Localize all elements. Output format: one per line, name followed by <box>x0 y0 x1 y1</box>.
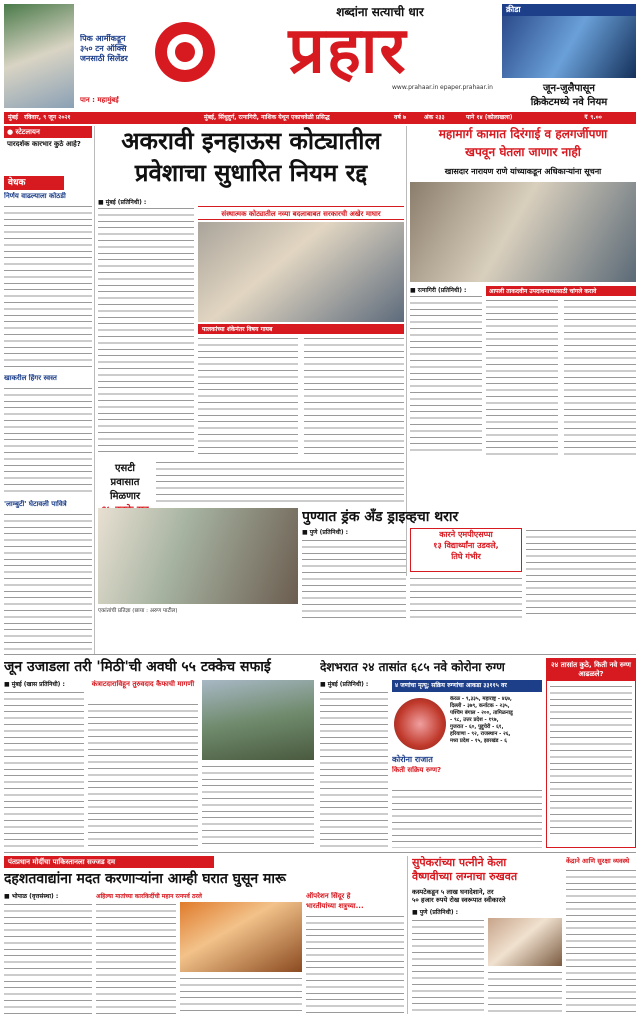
ad-photo <box>4 4 74 108</box>
vaidya-body <box>4 204 92 368</box>
pune-body-3 <box>526 528 636 618</box>
bottom-center-title: अहिल्या मातांच्या कारकिर्दीची महान रत्नपर्व ठरले <box>96 893 202 900</box>
corona-dateline: ■ मुंबई (प्रतिनिधी) : <box>320 681 369 688</box>
bottom-strip: पंतप्रधान मोदींचा पाकिस्तानला सज्जड दम <box>4 856 214 868</box>
main-body-col-1 <box>98 206 194 456</box>
right-headline-2: खपवून घेतला जाणार नाही <box>465 145 581 159</box>
corona-states-list <box>450 696 542 745</box>
main-headline-2: प्रवेशाचा सुधारित नियम रद्द <box>134 159 368 187</box>
pune-box-line-3: तिघे गंभीर <box>451 552 481 561</box>
state-line: - ९८, उत्तर प्रदेश - १९७, <box>450 717 499 723</box>
dateline-bar <box>4 112 636 124</box>
ad-line-3: जनसाठी सिलेंडर <box>80 54 128 63</box>
main-headline-1: अकरावी इनहाऊस कोट्यातील <box>121 127 381 155</box>
ad-line-1: पिक आर्मीकडून <box>80 34 126 43</box>
right-inset-title: आपली ताकदवीन उपदाधनाच्यासाठी चांगले करावे <box>486 286 636 296</box>
mithi-headline: जून उजाडला तरी 'मिठी'ची अवघी ५५ टक्केच सफाई <box>4 659 271 675</box>
bottom-right-side-title: केंद्राने आणि सुरक्षा व्यवस्थे <box>566 857 630 865</box>
mithi-body-3 <box>202 764 314 848</box>
india-headline: २४ तासांत कुठे, किती नवे रुग्ण आढळले? <box>547 659 635 681</box>
main-dateline: ■ मुंबई (प्रतिनिधी) : <box>98 199 147 206</box>
right-body-col-3 <box>564 298 636 456</box>
main-photo <box>198 222 404 322</box>
mithi-body-1 <box>4 690 84 848</box>
bottom-right-box-line-1: कस्पटेकडून ५ लाख घनादेशाने, तर <box>412 888 494 896</box>
bottom-right-story <box>412 856 636 1014</box>
corona-body-2 <box>392 788 542 848</box>
dateline-city: मुंबई <box>8 114 18 121</box>
bottom-left-dateline: ■ भोपाळ (वृत्तसंस्था) : <box>4 893 59 900</box>
corona-headline: देशभरात २४ तासांत ६८५ नवे कोरोना रुग्ण <box>320 660 505 674</box>
dateline-issue: अंक २३३ <box>424 114 445 121</box>
state-line: केरळ - ९,३३५, महाराष्ट्र - ४६७, <box>450 696 512 702</box>
pune-dateline: ■ पुणे (प्रतिनिधी) : <box>302 529 349 536</box>
dateline-volume: वर्ष ७ <box>394 114 407 121</box>
masthead <box>0 0 640 112</box>
bottom-right-side-body <box>566 868 636 1014</box>
tagline: शब्दांना सत्याची धार <box>336 5 424 19</box>
bottom-right-body-2 <box>488 970 562 1014</box>
st-line-3: मिळणार <box>109 491 141 502</box>
promo-caption-2: क्रिकेटमध्ये नवे नियम <box>530 97 608 108</box>
right-top-story <box>410 126 636 456</box>
mithi-photo <box>202 680 314 760</box>
epaper-link[interactable]: epaper.prahaar.in <box>440 84 493 91</box>
publisher-seal-icon <box>155 22 215 82</box>
khakatil-body <box>4 386 92 494</box>
bottom-center-body-2 <box>180 976 302 1014</box>
bottom-side-body <box>306 914 404 1014</box>
statelayan-sub: पारदर्शक कारभार कुठे आहे? <box>7 140 81 148</box>
right-body-col-1 <box>410 294 482 456</box>
left-column <box>4 126 92 654</box>
top-left-ad <box>4 4 146 108</box>
bottom-right-box-line-2: ५० हजार रुपये रोख स्वरूपात स्वीकारले <box>412 896 506 904</box>
masthead-logo: प्रहार <box>288 14 408 88</box>
st-body <box>156 460 404 504</box>
bottom-right-dateline: ■ पुणे (प्रतिनिधी) : <box>412 909 459 916</box>
promo-caption-1: जून-जुलैपासून <box>543 83 595 94</box>
st-line-2: प्रवासात <box>110 477 140 488</box>
khakatil-heading: खाकरील हिंगर स्वस्त <box>4 374 57 382</box>
pune-story <box>302 508 636 618</box>
bottom-side-title: ऑपरेशन सिंदूर हे <box>306 892 351 900</box>
lamboti-heading: 'लाम्बुटी' घेटावली पावित्रे <box>4 500 67 508</box>
st-line-1: एसटी <box>115 463 135 474</box>
state-line: पश्चिम बंगाल - २००, तामिळनाडू <box>450 710 513 716</box>
top-right-promo <box>502 4 636 108</box>
mithi-subhead: कंत्राटदाराविहून तुरुवदाद कैफाची मागणी <box>91 680 195 688</box>
right-dateline: ■ रत्नागिरी (प्रतिनिधी) : <box>410 287 467 294</box>
website[interactable]: www.prahaar.in <box>392 84 439 91</box>
india-box <box>546 658 636 848</box>
pune-headline: पुण्यात ड्रंक अँड ड्राइव्हचा थरार <box>302 509 459 525</box>
bottom-center-photo <box>180 902 302 972</box>
dateline-date: रविवार, ९ जून २०२१ <box>24 114 71 121</box>
statelayan-title: ● स्टेटलायन <box>4 126 92 138</box>
dateline-price: ₹ ९.०० <box>584 114 602 121</box>
center-photo <box>98 508 298 604</box>
main-body-col-3 <box>304 336 404 456</box>
pune-box <box>410 528 522 572</box>
main-sub-caption: पालकांच्या शंकेनंतर विषय गायब <box>198 324 404 334</box>
bottom-side-title-2: भारतीयांच्या शत्रुच्या... <box>306 902 364 910</box>
bottom-right-headline-1: सुपेकरांच्या पत्नीने केला <box>412 856 507 869</box>
mithi-body-2 <box>88 702 198 848</box>
promo-label: क्रीडा <box>502 4 636 16</box>
ad-page-ref: पान : महामुंबई <box>80 96 119 104</box>
bottom-right-body-1 <box>412 918 484 1014</box>
corona-story <box>320 658 636 848</box>
bottom-left-headline: दहशतवाद्यांना मदत करणाऱ्यांना आम्ही घरात घुसून मारू <box>4 871 286 887</box>
bottom-center-body <box>96 902 176 1014</box>
main-story <box>98 126 404 456</box>
pune-box-line-1: कारने एमपीएसप्पा <box>439 530 493 539</box>
pune-box-line-2: १३ विद्यार्थ्यांना उडवले, <box>433 541 499 550</box>
dateline-editions: मुंबई, सिंधुदुर्ग, रत्नागिरी, नाशिक येथून एकाचवेळी प्रसिद्ध <box>204 114 330 121</box>
vaidya-label: वेधक <box>4 176 64 190</box>
state-line: गुजरात - ६०, पुद्दुचेरी - ६१, <box>450 724 504 730</box>
mithi-story <box>4 658 314 848</box>
pune-body-1 <box>302 538 406 618</box>
bottom-left-story <box>4 856 404 1014</box>
main-body-col-2 <box>198 336 298 456</box>
india-body <box>550 684 632 834</box>
bottom-right-photo <box>488 918 562 966</box>
bottom-left-body-1 <box>4 902 92 1014</box>
right-body-col-2 <box>486 298 558 456</box>
dateline-pages: पाने १४ (कोलाखला) <box>466 114 513 121</box>
state-line: दिल्ली - ३७९, कर्नाटक - २३५, <box>450 703 510 709</box>
lamboti-body <box>4 512 92 654</box>
vaidya-heading: निर्णय वाढल्याला कोठडी <box>4 192 66 200</box>
corona-body-1 <box>320 690 388 848</box>
right-headline-1: महामार्ग कामात दिरंगाई व हलगर्जीपणा <box>438 127 608 141</box>
ad-line-2: ३५० टन ऑक्सि <box>80 44 127 53</box>
photo-caption: एकांतांची प्रतिज्ञा (छाया : अरुण पाटील) <box>98 608 178 614</box>
promo-photo <box>502 16 636 78</box>
state-line: हरियाणा - ९२, राजस्थान - २६, <box>450 731 511 737</box>
main-subhead: संस्थात्मक कोट्यातील नव्या बदलाबाबत सरकारची अखेर माघार <box>198 206 404 220</box>
corona-virus-icon <box>394 698 446 750</box>
corona-box-question: किती सक्रिय रुग्ण? <box>392 766 442 774</box>
corona-box-title: कोरोना राजात <box>392 755 433 764</box>
mithi-dateline: ■ मुंबई (खास प्रतिनिधी) : <box>4 681 65 688</box>
bottom-right-headline-2: वैष्णवीच्या लग्नाचा रुखवत <box>412 870 518 883</box>
pune-body-2 <box>410 576 522 618</box>
corona-states-bar: ४ जणांचा मृत्यू; सक्रिय रुग्णांचा आकडा ३३११५ वर <box>392 680 542 692</box>
right-subhead: खासदार नारायण राणे यांच्याकडून अधिकाऱ्यांना सूचना <box>444 167 602 176</box>
right-photo <box>410 182 636 282</box>
state-line: मध्य प्रदेश - १५, झारखंड - ६ <box>450 738 507 744</box>
